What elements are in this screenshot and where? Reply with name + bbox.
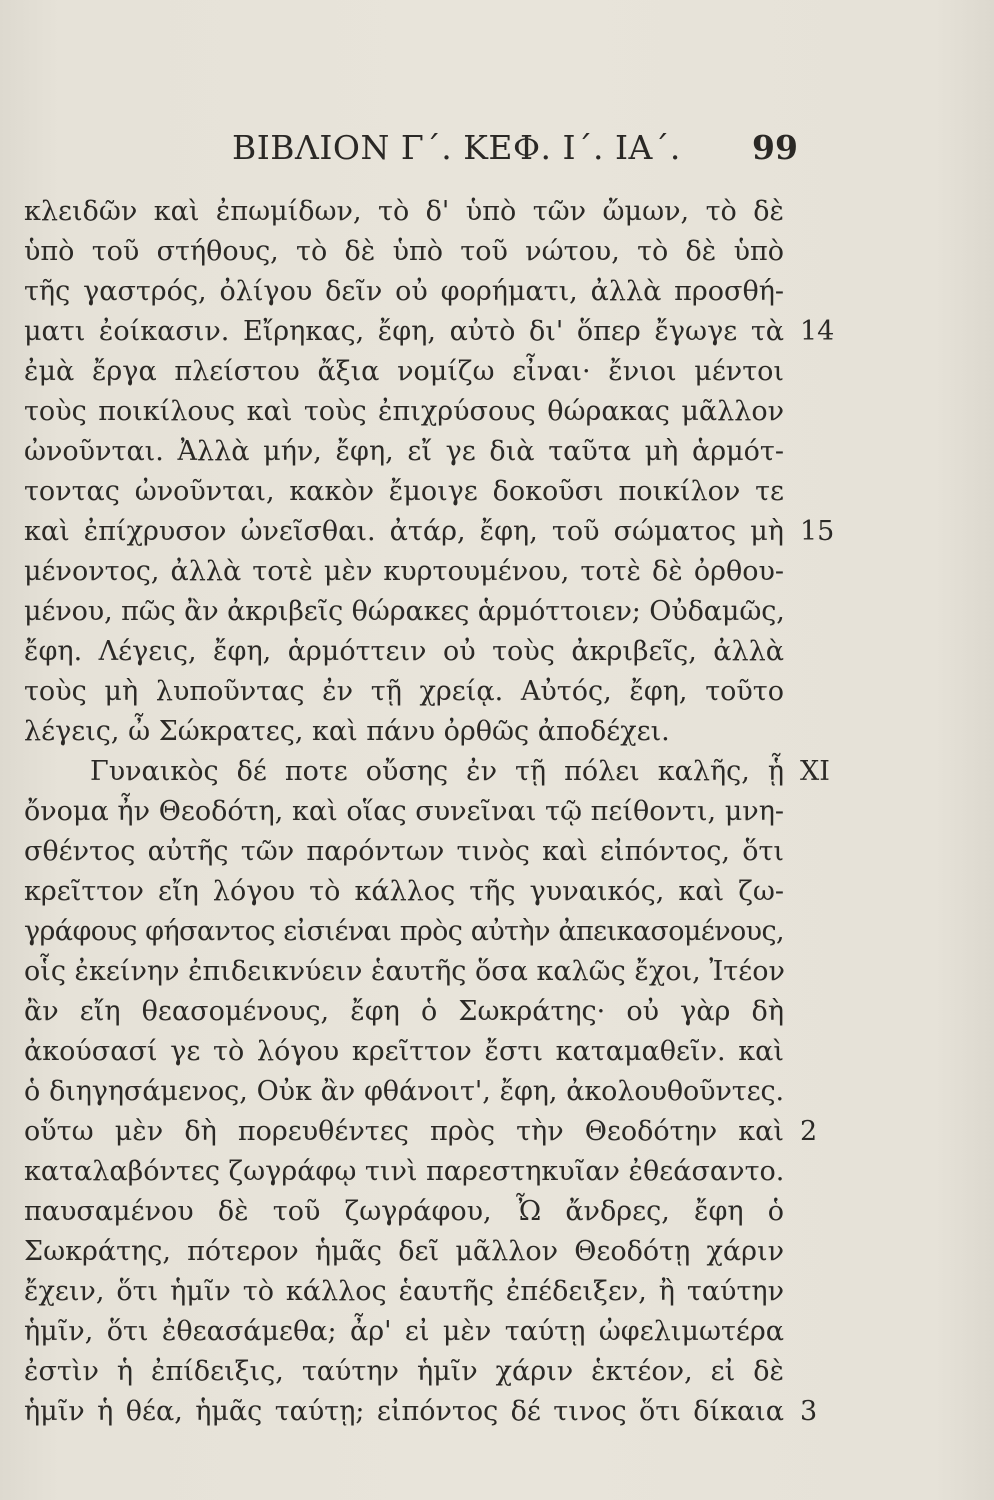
- text-line: Γυναικὸς δέ ποτε οὔσης ἐν τῇ πόλει καλῆς, ᾗ: [90, 756, 784, 787]
- text-line: λέγεις, ὦ Σώκρατες, καὶ πάνυ ὀρθῶς ἀποδέχει.: [24, 716, 670, 747]
- running-head-title: ΒΙΒΛΙΟΝ Γ΄. ΚΕΦ. Ι΄. ΙΑ΄.: [232, 128, 681, 167]
- text-line: ἂν εἴη θεασομένους, ἔφη ὁ Σωκράτης· οὐ γὰρ δὴ: [24, 996, 784, 1027]
- section-number: 14: [800, 316, 835, 347]
- text-line: τοντας ὠνοῦνται, κακὸν ἔμοιγε δοκοῦσι ποικίλον τε: [24, 476, 784, 507]
- text-line: ὁ διηγησάμενος, Οὐκ ἂν φθάνοιτ', ἔφη, ἀκολουθοῦντες.: [24, 1076, 784, 1107]
- text-line: σθέντος αὐτῆς τῶν παρόντων τινὸς καὶ εἰπόντος, ὅτι: [24, 836, 784, 867]
- text-line: ὠνοῦνται. Ἀλλὰ μήν, ἔφη, εἴ γε διὰ ταῦτα μὴ ἁρμότ-: [24, 436, 784, 467]
- text-line: ἐμὰ ἔργα πλείστου ἄξια νομίζω εἶναι· ἔνιοι μέντοι: [24, 356, 784, 387]
- text-line: μένου, πῶς ἂν ἀκριβεῖς θώρακες ἁρμόττοιεν; Οὐδαμῶς,: [24, 596, 785, 627]
- section-number: 2: [800, 1116, 818, 1147]
- running-head: [0, 128, 994, 172]
- text-line: κρεῖττον εἴη λόγου τὸ κάλλος τῆς γυναικός, καὶ ζω-: [24, 876, 784, 907]
- text-line: γράφους φήσαντος εἰσιέναι πρὸς αὐτὴν ἀπεικασομένους,: [24, 916, 784, 947]
- text-line: ὄνομα ἦν Θεοδότη, καὶ οἵας συνεῖναι τῷ πείθοντι, μνη-: [24, 796, 784, 827]
- text-line: ἀκούσασί γε τὸ λόγου κρεῖττον ἔστι καταμαθεῖν. καὶ: [24, 1036, 784, 1067]
- text-line: ὑπὸ τοῦ στήθους, τὸ δὲ ὑπὸ τοῦ νώτου, τὸ δὲ ὑπὸ: [24, 236, 784, 267]
- text-line: καὶ ἐπίχρυσον ὠνεῖσθαι. ἀτάρ, ἔφη, τοῦ σώματος μὴ: [24, 516, 784, 547]
- text-line: οὕτω μὲν δὴ πορευθέντες πρὸς τὴν Θεοδότην καὶ: [24, 1116, 784, 1147]
- text-line: ματι ἐοίκασιν. Εἴρηκας, ἔφη, αὐτὸ δι' ὅπερ ἔγωγε τὰ: [24, 316, 784, 347]
- text-line: ἔχειν, ὅτι ἡμῖν τὸ κάλλος ἑαυτῆς ἐπέδειξεν, ἢ ταύτην: [24, 1276, 784, 1307]
- text-line: τοὺς μὴ λυποῦντας ἐν τῇ χρείᾳ. Αὐτός, ἔφη, τοῦτο: [24, 676, 784, 707]
- text-line: τῆς γαστρός, ὀλίγου δεῖν οὐ φορήματι, ἀλλὰ προσθή-: [24, 276, 784, 307]
- chapter-number: XI: [800, 756, 830, 787]
- text-line: τοὺς ποικίλους καὶ τοὺς ἐπιχρύσους θώρακας μᾶλλον: [24, 396, 784, 427]
- text-line: ἐστὶν ἡ ἐπίδειξις, ταύτην ἡμῖν χάριν ἑκτέον, εἰ δὲ: [24, 1356, 784, 1387]
- section-number: 15: [800, 516, 835, 547]
- text-line: ἔφη. Λέγεις, ἔφη, ἁρμόττειν οὐ τοὺς ἀκριβεῖς, ἀλλὰ: [24, 636, 784, 667]
- text-line: κλειδῶν καὶ ἐπωμίδων, τὸ δ' ὑπὸ τῶν ὤμων, τὸ δὲ: [24, 196, 784, 227]
- text-line: ἡμῖν ἡ θέα, ἡμᾶς ταύτῃ; εἰπόντος δέ τινος ὅτι δίκαια: [24, 1396, 784, 1427]
- text-line: Σωκράτης, πότερον ἡμᾶς δεῖ μᾶλλον Θεοδότῃ χάριν: [24, 1236, 784, 1267]
- text-line: οἷς ἐκείνην ἐπιδεικνύειν ἑαυτῆς ὅσα καλῶς ἔχοι, Ἰτέον: [24, 956, 785, 987]
- text-line: μένοντος, ἀλλὰ τοτὲ μὲν κυρτουμένου, τοτὲ δὲ ὀρθου-: [24, 556, 784, 587]
- text-line: καταλαβόντες ζωγράφῳ τινὶ παρεστηκυῖαν ἐθεάσαντο.: [24, 1156, 785, 1187]
- page-number: 99: [752, 128, 798, 167]
- text-line: παυσαμένου δὲ τοῦ ζωγράφου, Ὦ ἄνδρες, ἔφη ὁ: [24, 1196, 784, 1227]
- section-number: 3: [800, 1396, 818, 1427]
- text-line: ἡμῖν, ὅτι ἐθεασάμεθα; ἆρ' εἰ μὲν ταύτῃ ὠφελιμωτέρα: [24, 1316, 784, 1347]
